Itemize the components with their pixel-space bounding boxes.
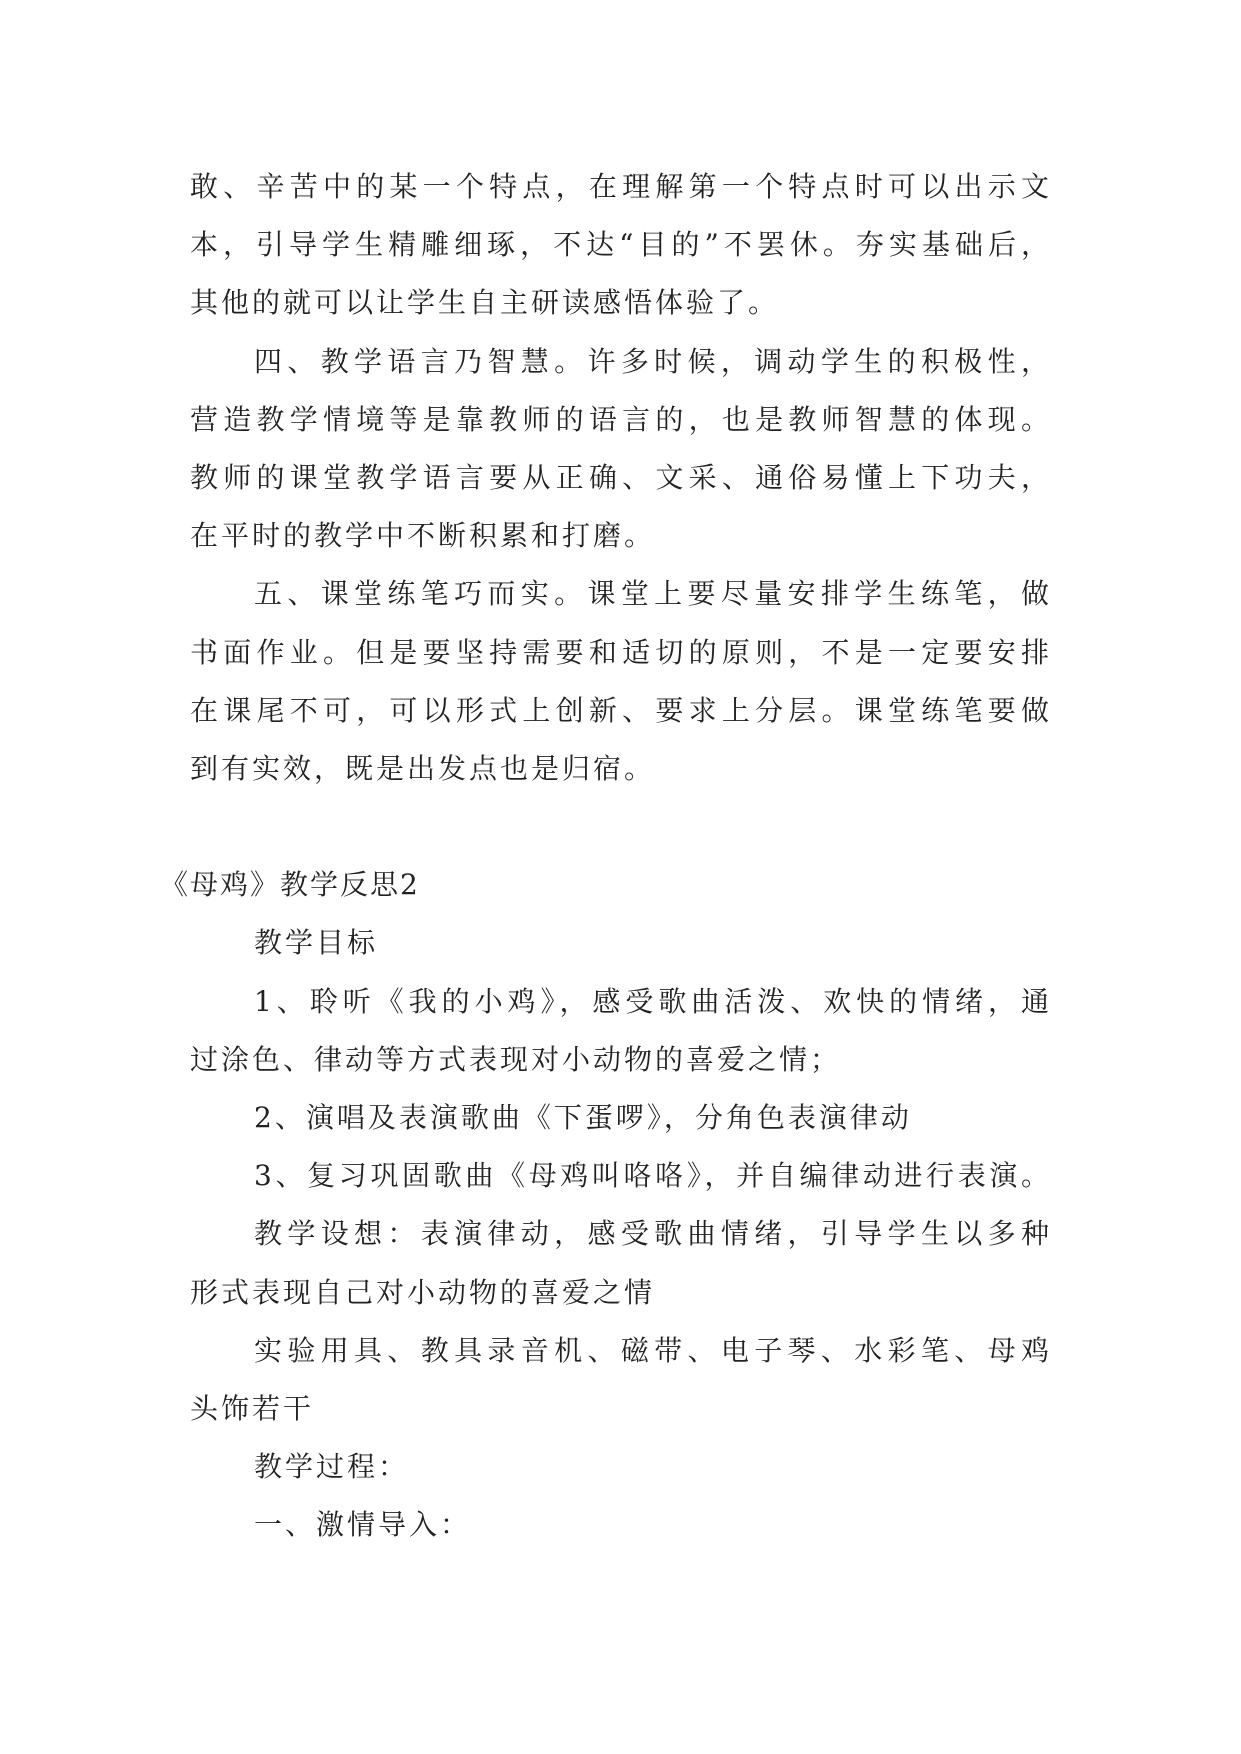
paragraph-line: 3、复习巩固歌曲《母鸡叫咯咯》，并自编律动进行表演。 <box>254 1159 1052 1193</box>
paragraph-line: 本，引导学生精雕细琢，不达“目的”不罢休。夯实基础后， <box>190 228 1052 262</box>
section-title: 《母鸡》教学反思2 <box>160 868 420 902</box>
paragraph-writing-practice <box>190 565 1052 798</box>
teaching-materials <box>190 1322 1052 1438</box>
paragraph-line: 过涂色、律动等方式表现对小动物的喜爱之情； <box>190 1042 842 1076</box>
objective-1 <box>190 973 1052 1089</box>
paragraph-line: 四、教学语言乃智慧。许多时候，调动学生的积极性， <box>254 344 1052 378</box>
paragraph-line: 形式表现自己对小动物的喜爱之情 <box>190 1275 656 1309</box>
document-body <box>160 158 1052 1555</box>
paragraph-line: 到有实效，既是出发点也是归宿。 <box>190 751 656 785</box>
paragraph-continued-traits <box>190 158 1052 333</box>
paragraph-line: 五、课堂练笔巧而实。课堂上要尽量安排学生练笔，做 <box>254 577 1052 611</box>
blank-line <box>190 798 1052 856</box>
paragraph-line: 1、聆听《我的小鸡》，感受歌曲活泼、欢快的情绪，通 <box>254 984 1052 1018</box>
paragraph-teaching-language <box>190 333 1052 566</box>
process-heading: 教学过程： <box>254 1450 410 1484</box>
teaching-design <box>190 1205 1052 1321</box>
paragraph-line: 营造教学情境等是靠教师的语言的，也是教师智慧的体现。 <box>190 402 1052 436</box>
paragraph-line: 教师的课堂教学语言要从正确、文采、通俗易懂上下功夫， <box>190 460 1052 494</box>
paragraph-line: 在课尾不可，可以形式上创新、要求上分层。课堂练笔要做 <box>190 693 1052 727</box>
paragraph-line: 在平时的教学中不断积累和打磨。 <box>190 519 656 553</box>
objective-3 <box>190 1147 1052 1205</box>
paragraph-line: 教学设想：表演律动，感受歌曲情绪，引导学生以多种 <box>254 1217 1052 1251</box>
paragraph-line: 头饰若干 <box>190 1391 315 1425</box>
paragraph-line: 2、演唱及表演歌曲《下蛋啰》，分角色表演律动 <box>254 1101 912 1134</box>
process-step-1: 一、激情导入： <box>254 1508 472 1542</box>
objective-2 <box>190 1089 1052 1147</box>
objectives-heading: 教学目标 <box>254 926 379 960</box>
paragraph-line: 书面作业。但是要坚持需要和适切的原则，不是一定要安排 <box>190 635 1052 669</box>
paragraph-line: 实验用具、教具录音机、磁带、电子琴、水彩笔、母鸡 <box>254 1333 1052 1367</box>
paragraph-line: 其他的就可以让学生自主研读感悟体验了。 <box>190 286 780 320</box>
paragraph-line: 敢、辛苦中的某一个特点，在理解第一个特点时可以出示文 <box>190 170 1052 203</box>
